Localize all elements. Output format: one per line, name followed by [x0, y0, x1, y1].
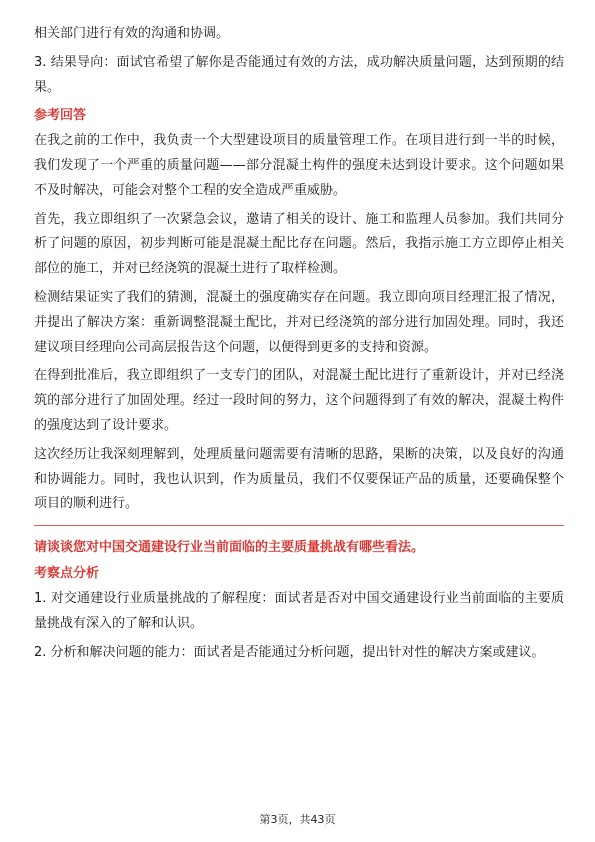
answer-paragraph: 在我之前的工作中，我负责一个大型建设项目的质量管理工作。在项目进行到一半的时候，我们发现了一个严重的质量问题——部分混凝土构件的强度未达到设计要求。这个问题如果不及时解决，可能会对整个工程的安全造成严重威胁。	[34, 133, 564, 198]
page-content	[34, 22, 564, 669]
paragraph: 3. 结果导向：面试官希望了解你是否能通过有效的方法，成功解决质量问题，达到预期的结果。	[34, 54, 564, 95]
section-divider	[34, 525, 564, 526]
answer-paragraph: 在得到批准后，我立即组织了一支专门的团队，对混凝土配比进行了重新设计，并对已经浇筑的部分进行了加固处理。经过一段时间的努力，这个问题得到了有效的解决，混凝土构件的强度达到了设计要求。	[34, 368, 564, 433]
analysis-point: 2. 分析和解决问题的能力：面试者是否能通过分析问题，提出针对性的解决方案或建议。	[34, 644, 545, 660]
paragraph: 相关部门进行有效的沟通和协调。	[34, 26, 230, 41]
answer-paragraph: 检测结果证实了我们的猜测，混凝土的强度确实存在问题。我立即向项目经理汇报了情况，并提出了解决方案：重新调整混凝土配比，并对已经浇筑的部分进行加固处理。同时，我还建议项目经理向公司高层报告这个问题，以便得到更多的支持和资源。	[34, 289, 564, 355]
question-title: 请谈谈您对中国交通建设行业当前面临的主要质量挑战有哪些看法。	[34, 540, 425, 556]
analysis-heading: 考察点分析	[34, 566, 100, 582]
analysis-point: 1. 对交通建设行业质量挑战的了解程度：面试者是否对中国交通建设行业当前面临的主要质量挑战有深入的了解和认识。	[34, 590, 564, 631]
page-footer: 第3页，共43页	[259, 813, 336, 826]
reference-answer-heading: 参考回答	[34, 108, 87, 124]
answer-paragraph: 这次经历让我深刻理解到，处理质量问题需要有清晰的思路，果断的决策，以及良好的沟通和协调能力。同时，我也认识到，作为质量员，我们不仅要保证产品的质量，还要确保整个项目的顺利进行。	[34, 446, 564, 512]
answer-paragraph: 首先，我立即组织了一次紧急会议，邀请了相关的设计、施工和监理人员参加。我们共同分析了问题的原因，初步判断可能是混凝土配比存在问题。然后，我指示施工方立即停止相关部位的施工，并对已经浇筑的混凝土进行了取样检测。	[34, 211, 564, 277]
